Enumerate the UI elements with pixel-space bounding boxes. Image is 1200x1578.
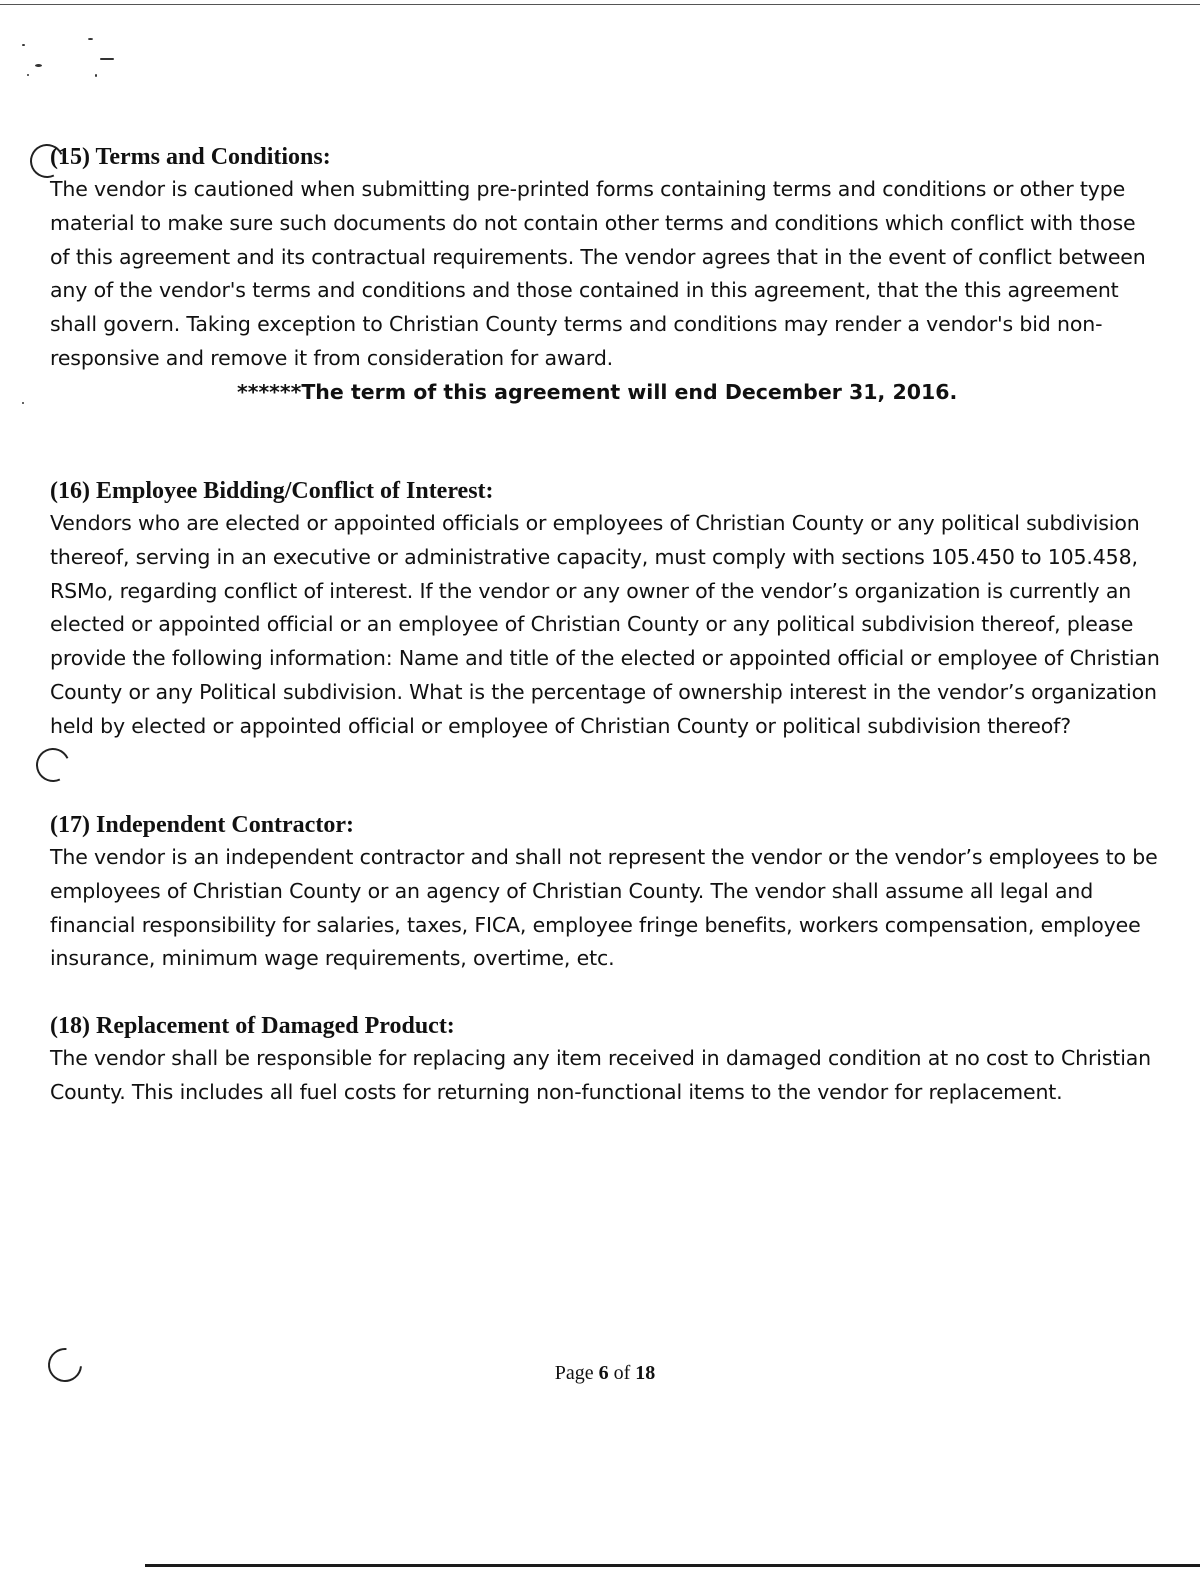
section-body: The vendor shall be responsible for replacing any item received in damaged condition at no cost to Christian County. This includes all fuel costs for returning non-functional items to the vendor for replacement. <box>50 1046 1152 1104</box>
scan-speck <box>95 74 97 77</box>
section-body: The vendor is cautioned when submitting pre-printed forms containing terms and conditions or other type material to make sure such documents do not contain other terms and conditions which conflict with those of this agreement and its contractual requirements. The vendor agrees that in the event of conflict between any of the vendor's terms and conditions and those contained in this agreement, that the this agreement shall govern. Taking exception to Christian County terms and conditions may render a vendor's bid non-responsive and remove it from consideration for award. <box>50 177 1146 370</box>
scan-speck <box>88 38 93 40</box>
agreement-term-notice: ******The term of this agreement will end December 31, 2016. <box>237 379 958 404</box>
page-label: Page <box>554 1362 594 1384</box>
page-of: of <box>613 1362 631 1384</box>
section-heading: (17) Independent Contractor: <box>50 812 354 838</box>
punch-hole-icon <box>31 743 75 787</box>
scan-speck <box>27 74 29 76</box>
section-heading: (18) Replacement of Damaged Product: <box>50 1013 455 1039</box>
scan-speck <box>22 44 25 46</box>
section-employee-bidding <box>50 475 1160 744</box>
page-total: 18 <box>635 1362 656 1384</box>
scan-speck <box>100 58 114 60</box>
page-current: 6 <box>598 1362 609 1384</box>
scan-edge-bottom <box>145 1564 1200 1567</box>
section-heading: (16) Employee Bidding/Conflict of Interest: <box>50 478 494 504</box>
section-body: The vendor is an independent contractor and shall not represent the vendor or the vendor’s employees to be employees of Christian County or an agency of Christian County. The vendor shall assume all legal and financial responsibility for salaries, taxes, FICA, employee fringe benefits, workers compensation, employee insurance, minimum wage requirements, overtime, etc. <box>50 845 1158 971</box>
page-number <box>0 1360 1200 1386</box>
scan-speck <box>35 64 42 67</box>
scan-edge-top <box>0 4 1200 5</box>
scan-speck <box>22 402 24 404</box>
section-replacement-of-damaged-product <box>50 1010 1160 1110</box>
section-heading: (15) Terms and Conditions: <box>50 144 331 170</box>
section-independent-contractor <box>50 809 1160 976</box>
section-terms-and-conditions <box>50 141 1160 410</box>
section-body: Vendors who are elected or appointed officials or employees of Christian County or any political subdivision thereof, serving in an executive or administrative capacity, must comply with sections 105.450 to 105.458, RSMo, regarding conflict of interest. If the vendor or any owner of the vendor’s organization is currently an elected or appointed official or an employee of Christian County or any political subdivision thereof, please provide the following information: Name and title of the elected or appointed official or employee of Christian County or any Political subdivision. What is the percentage of ownership interest in the vendor’s organization held by elected or appointed official or employee of Christian County or political subdivision thereof? <box>50 511 1160 738</box>
